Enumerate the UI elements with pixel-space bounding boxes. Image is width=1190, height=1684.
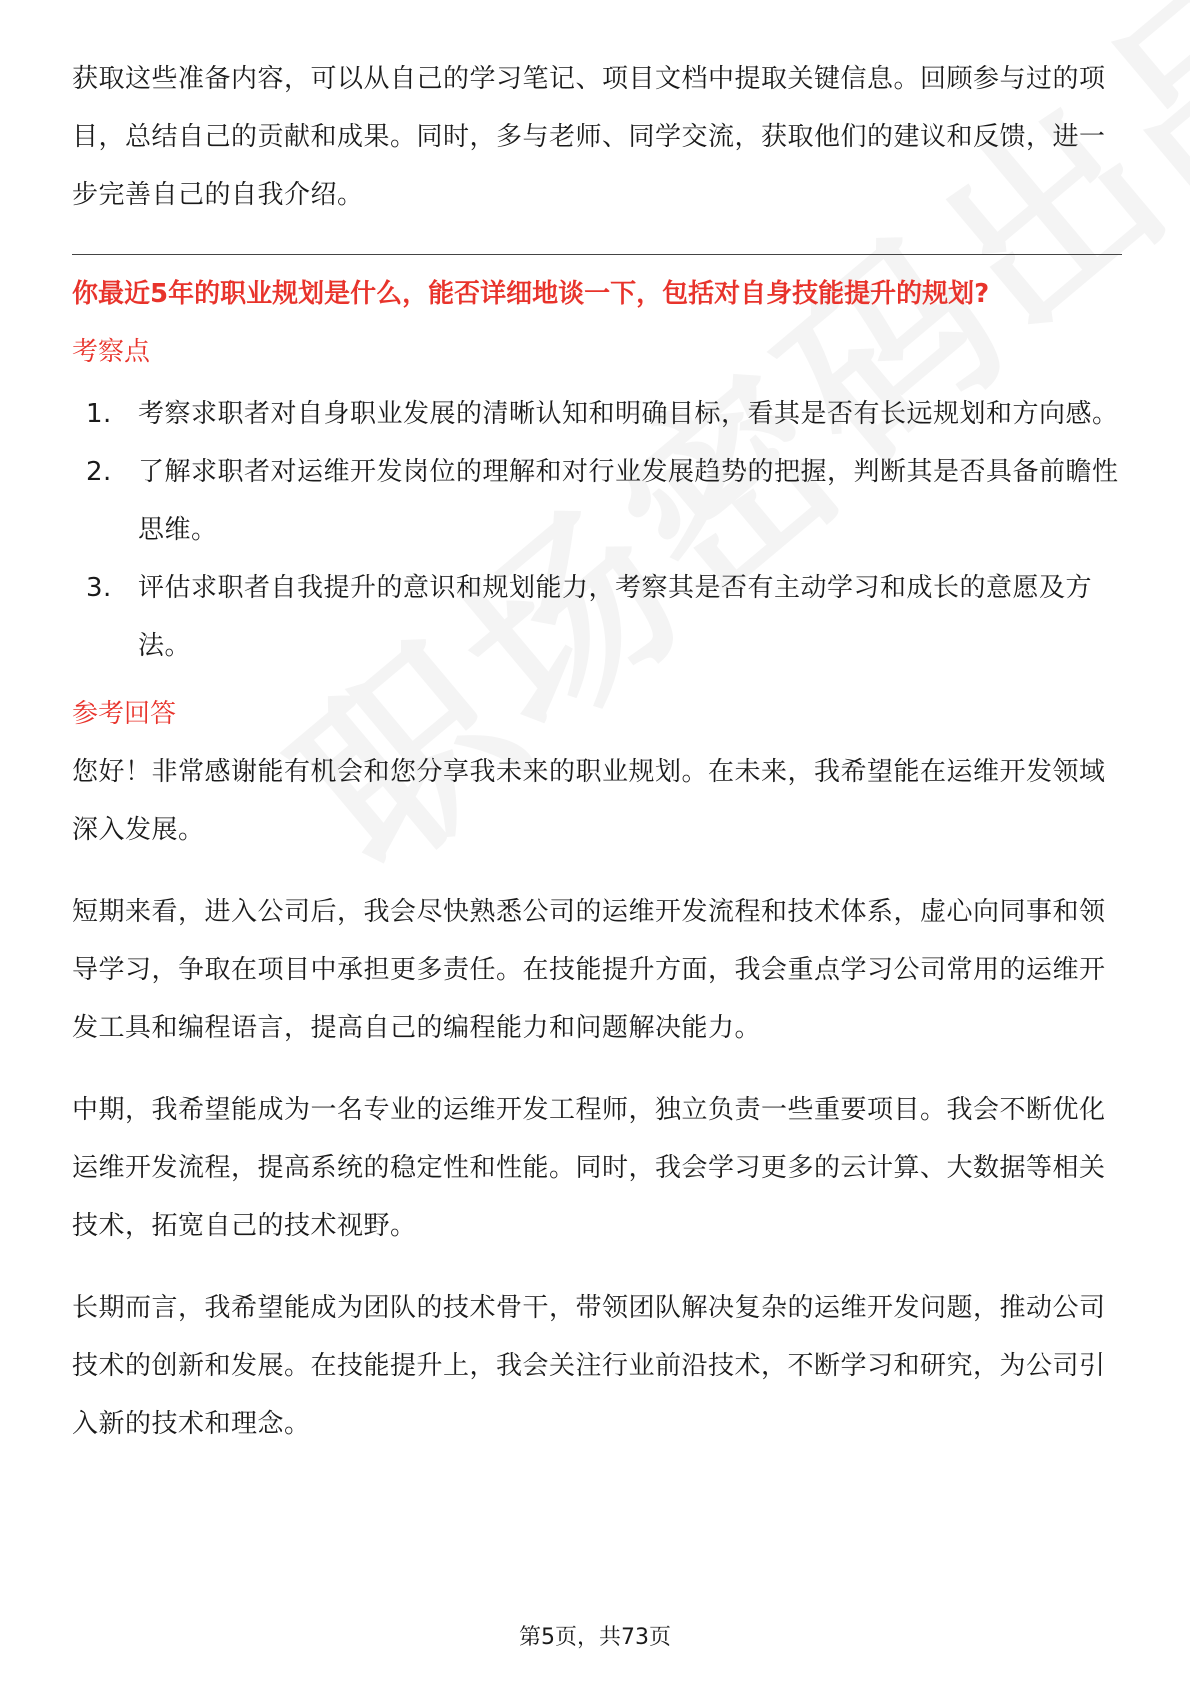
list-number: 2. bbox=[86, 457, 112, 487]
question-heading: 你最近5年的职业规划是什么，能否详细地谈一下，包括对自身技能提升的规划? bbox=[72, 279, 990, 309]
answer-paragraph: 中期，我希望能成为一名专业的运维开发工程师，独立负责一些重要项目。我会不断优化运维开发流程，提高系统的稳定性和性能。同时，我会学习更多的云计算、大数据等相关技术，拓宽自己的技术视野。 bbox=[72, 1095, 1106, 1241]
list-text: 考察求职者对自身职业发展的清晰认知和明确目标，看其是否有长远规划和方向感。 bbox=[138, 399, 1119, 429]
section-divider bbox=[72, 254, 1122, 255]
assessment-list bbox=[72, 385, 1122, 675]
answer-paragraph: 长期而言，我希望能成为团队的技术骨干，带领团队解决复杂的运维开发问题，推动公司技术的创新和发展。在技能提升上，我会关注行业前沿技术，不断学习和研究，为公司引入新的技术和理念。 bbox=[72, 1293, 1106, 1439]
list-item bbox=[72, 443, 1122, 559]
answer-title: 参考回答 bbox=[72, 699, 177, 729]
list-number: 1. bbox=[86, 399, 112, 429]
list-text: 评估求职者自我提升的意识和规划能力，考察其是否有主动学习和成长的意愿及方法。 bbox=[138, 573, 1093, 661]
answer-paragraph: 您好！非常感谢能有机会和您分享我未来的职业规划。在未来，我希望能在运维开发领域深入发展。 bbox=[72, 757, 1106, 845]
answer-paragraph: 短期来看，进入公司后，我会尽快熟悉公司的运维开发流程和技术体系，虚心向同事和领导学习，争取在项目中承担更多责任。在技能提升方面，我会重点学习公司常用的运维开发工具和编程语言，提高自己的编程能力和问题解决能力。 bbox=[72, 897, 1106, 1043]
list-item bbox=[72, 385, 1122, 443]
intro-paragraph: 获取这些准备内容，可以从自己的学习笔记、项目文档中提取关键信息。回顾参与过的项目，总结自己的贡献和成果。同时，多与老师、同学交流，获取他们的建议和反馈，进一步完善自己的自我介绍。 bbox=[72, 64, 1106, 210]
list-text: 了解求职者对运维开发岗位的理解和对行业发展趋势的把握，判断其是否具备前瞻性思维。 bbox=[138, 457, 1119, 545]
assessment-title: 考察点 bbox=[72, 337, 151, 367]
list-number: 3. bbox=[86, 573, 112, 603]
page-content bbox=[72, 50, 1122, 1477]
list-item bbox=[72, 559, 1122, 675]
page-footer: 第5页，共73页 bbox=[519, 1625, 671, 1650]
